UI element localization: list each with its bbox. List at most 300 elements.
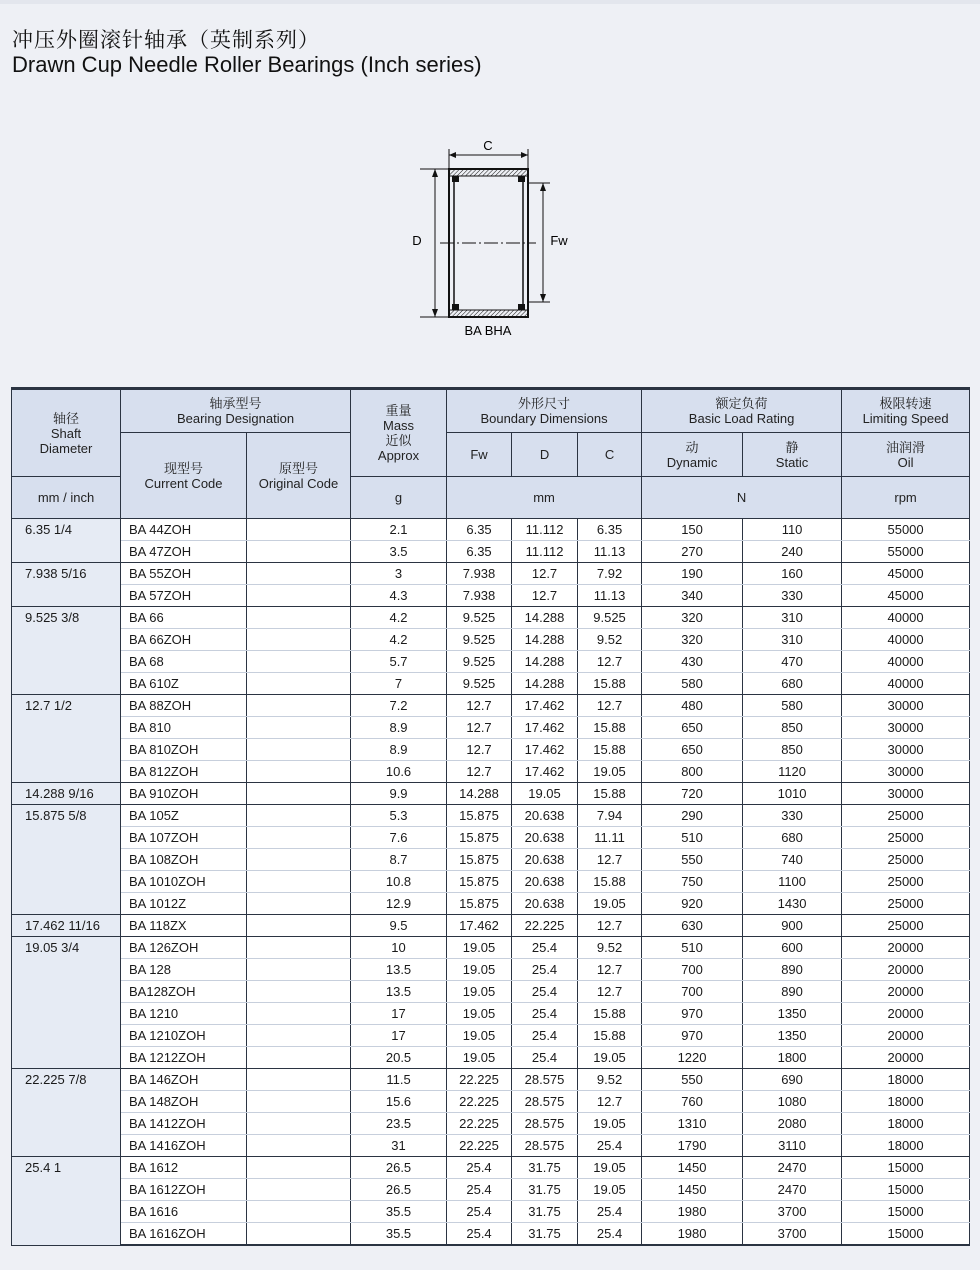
cell-dynamic: 1450 <box>642 1179 743 1201</box>
header-original-code <box>247 433 351 519</box>
cell-current-code: BA 107ZOH <box>121 827 247 849</box>
cell-fw: 22.225 <box>447 1091 512 1113</box>
header-dynamic-en: Dynamic <box>666 454 718 470</box>
unit-load: N <box>642 477 842 519</box>
cell-speed: 25000 <box>842 805 970 827</box>
cell-current-code: BA 1010ZOH <box>121 871 247 893</box>
header-shaft-en1: Shaft <box>50 425 82 441</box>
cell-current-code: BA 108ZOH <box>121 849 247 871</box>
cell-c: 15.88 <box>578 1025 642 1047</box>
cell-fw: 25.4 <box>447 1223 512 1246</box>
cell-shaft-diameter: 6.35 1/4 <box>12 519 121 563</box>
cell-d: 25.4 <box>512 937 578 959</box>
cell-original-code <box>247 981 351 1003</box>
table-row <box>12 739 970 761</box>
cell-speed: 20000 <box>842 1047 970 1069</box>
cell-speed: 55000 <box>842 541 970 563</box>
cell-d: 31.75 <box>512 1179 578 1201</box>
cell-d: 28.575 <box>512 1113 578 1135</box>
cell-speed: 25000 <box>842 915 970 937</box>
cell-original-code <box>247 563 351 585</box>
cell-dynamic: 270 <box>642 541 743 563</box>
cell-original-code <box>247 673 351 695</box>
cell-d: 25.4 <box>512 1025 578 1047</box>
table-row <box>12 717 970 739</box>
cell-c: 6.35 <box>578 519 642 541</box>
cell-c: 12.7 <box>578 849 642 871</box>
unit-shaft: mm / inch <box>12 477 121 519</box>
cell-fw: 7.938 <box>447 563 512 585</box>
cell-speed: 40000 <box>842 651 970 673</box>
header-boundary <box>447 389 642 433</box>
cell-current-code: BA 1612 <box>121 1157 247 1179</box>
cell-speed: 15000 <box>842 1223 970 1246</box>
cell-dynamic: 580 <box>642 673 743 695</box>
cell-current-code: BA 1210ZOH <box>121 1025 247 1047</box>
header-original-en: Original Code <box>258 475 339 491</box>
cell-c: 9.52 <box>578 629 642 651</box>
cell-c: 19.05 <box>578 1157 642 1179</box>
cell-c: 9.52 <box>578 937 642 959</box>
cell-dynamic: 630 <box>642 915 743 937</box>
cell-original-code <box>247 1113 351 1135</box>
cell-mass: 8.9 <box>351 717 447 739</box>
cell-d: 20.638 <box>512 849 578 871</box>
cell-current-code: BA 88ZOH <box>121 695 247 717</box>
unit-mass: g <box>351 477 447 519</box>
cell-original-code <box>247 739 351 761</box>
cell-original-code <box>247 1201 351 1223</box>
cell-fw: 22.225 <box>447 1135 512 1157</box>
unit-boundary: mm <box>447 477 642 519</box>
cell-fw: 15.875 <box>447 849 512 871</box>
cell-speed: 40000 <box>842 607 970 629</box>
cell-mass: 9.5 <box>351 915 447 937</box>
cell-c: 11.11 <box>578 827 642 849</box>
cell-fw: 19.05 <box>447 937 512 959</box>
cell-original-code <box>247 761 351 783</box>
cell-c: 19.05 <box>578 761 642 783</box>
header-c: C <box>578 433 642 477</box>
cell-d: 25.4 <box>512 1003 578 1025</box>
cell-d: 31.75 <box>512 1157 578 1179</box>
cell-c: 9.52 <box>578 1069 642 1091</box>
header-current-cn: 现型号 <box>163 460 203 476</box>
cell-static: 680 <box>743 827 842 849</box>
cell-current-code: BA 57ZOH <box>121 585 247 607</box>
bearing-spec-table <box>11 387 970 1246</box>
cell-dynamic: 650 <box>642 717 743 739</box>
cell-speed: 30000 <box>842 761 970 783</box>
cell-fw: 15.875 <box>447 893 512 915</box>
cell-dynamic: 970 <box>642 1003 743 1025</box>
table-row <box>12 783 970 805</box>
cell-d: 11.112 <box>512 519 578 541</box>
cell-static: 310 <box>743 607 842 629</box>
header-fw: Fw <box>447 433 512 477</box>
cell-dynamic: 480 <box>642 695 743 717</box>
cell-shaft-diameter: 19.05 3/4 <box>12 937 121 1069</box>
cell-d: 17.462 <box>512 739 578 761</box>
cell-static: 680 <box>743 673 842 695</box>
table-row <box>12 695 970 717</box>
header-oil <box>842 433 970 477</box>
cell-mass: 4.2 <box>351 607 447 629</box>
cell-d: 12.7 <box>512 563 578 585</box>
header-d: D <box>512 433 578 477</box>
cell-static: 2080 <box>743 1113 842 1135</box>
cell-original-code <box>247 717 351 739</box>
cell-mass: 8.9 <box>351 739 447 761</box>
cell-mass: 5.3 <box>351 805 447 827</box>
cell-d: 14.288 <box>512 607 578 629</box>
cell-static: 900 <box>743 915 842 937</box>
cell-mass: 10 <box>351 937 447 959</box>
cell-current-code: BA 66ZOH <box>121 629 247 651</box>
cell-speed: 45000 <box>842 585 970 607</box>
cell-static: 3700 <box>743 1223 842 1246</box>
cell-dynamic: 190 <box>642 563 743 585</box>
cell-static: 850 <box>743 739 842 761</box>
cell-speed: 20000 <box>842 1003 970 1025</box>
cell-d: 28.575 <box>512 1135 578 1157</box>
cell-c: 19.05 <box>578 1047 642 1069</box>
cell-d: 28.575 <box>512 1069 578 1091</box>
cell-fw: 17.462 <box>447 915 512 937</box>
header-designation <box>121 389 351 433</box>
cell-c: 7.92 <box>578 563 642 585</box>
cell-mass: 12.9 <box>351 893 447 915</box>
cell-speed: 15000 <box>842 1157 970 1179</box>
cell-current-code: BA 1210 <box>121 1003 247 1025</box>
cell-fw: 15.875 <box>447 871 512 893</box>
cell-current-code: BA 1212ZOH <box>121 1047 247 1069</box>
cell-speed: 18000 <box>842 1091 970 1113</box>
cell-static: 3700 <box>743 1201 842 1223</box>
cell-shaft-diameter: 22.225 7/8 <box>12 1069 121 1157</box>
cell-original-code <box>247 783 351 805</box>
cell-dynamic: 430 <box>642 651 743 673</box>
table-row <box>12 585 970 607</box>
cell-fw: 6.35 <box>447 519 512 541</box>
cell-d: 25.4 <box>512 959 578 981</box>
cell-mass: 20.5 <box>351 1047 447 1069</box>
table-row <box>12 937 970 959</box>
cell-static: 890 <box>743 981 842 1003</box>
cell-d: 25.4 <box>512 1047 578 1069</box>
cell-speed: 25000 <box>842 827 970 849</box>
cell-current-code: BA 1616ZOH <box>121 1223 247 1246</box>
cell-d: 14.288 <box>512 673 578 695</box>
cell-mass: 13.5 <box>351 981 447 1003</box>
table-row <box>12 981 970 1003</box>
header-oil-en: Oil <box>897 454 914 470</box>
header-static-en: Static <box>775 454 809 470</box>
cell-dynamic: 290 <box>642 805 743 827</box>
cell-current-code: BA 810 <box>121 717 247 739</box>
cell-speed: 45000 <box>842 563 970 585</box>
unit-speed: rpm <box>842 477 970 519</box>
cell-d: 20.638 <box>512 871 578 893</box>
cell-speed: 20000 <box>842 981 970 1003</box>
header-boundary-cn: 外形尺寸 <box>518 396 571 411</box>
cell-current-code: BA 1012Z <box>121 893 247 915</box>
cell-mass: 26.5 <box>351 1157 447 1179</box>
cell-c: 12.7 <box>578 959 642 981</box>
cell-dynamic: 920 <box>642 893 743 915</box>
cell-fw: 12.7 <box>447 695 512 717</box>
bearing-diagram <box>400 135 580 345</box>
table-row <box>12 1201 970 1223</box>
cell-static: 3110 <box>743 1135 842 1157</box>
header-mass <box>351 389 447 477</box>
cell-c: 12.7 <box>578 915 642 937</box>
table-row <box>12 607 970 629</box>
table-row <box>12 1003 970 1025</box>
cell-original-code <box>247 651 351 673</box>
cell-fw: 15.875 <box>447 827 512 849</box>
cell-speed: 15000 <box>842 1179 970 1201</box>
cell-mass: 5.7 <box>351 651 447 673</box>
cell-fw: 25.4 <box>447 1179 512 1201</box>
cell-dynamic: 1450 <box>642 1157 743 1179</box>
cell-current-code: BA 66 <box>121 607 247 629</box>
table-row <box>12 673 970 695</box>
diagram-label-d: D <box>412 233 422 248</box>
header-shaft <box>12 389 121 477</box>
table-row <box>12 1223 970 1246</box>
cell-speed: 40000 <box>842 673 970 695</box>
cell-original-code <box>247 1135 351 1157</box>
cell-d: 25.4 <box>512 981 578 1003</box>
cell-dynamic: 760 <box>642 1091 743 1113</box>
cell-original-code <box>247 1047 351 1069</box>
header-shaft-cn: 轴径 <box>52 410 79 426</box>
cell-static: 1080 <box>743 1091 842 1113</box>
cell-d: 11.112 <box>512 541 578 563</box>
cell-original-code <box>247 1223 351 1246</box>
cell-speed: 30000 <box>842 783 970 805</box>
cell-fw: 19.05 <box>447 1025 512 1047</box>
header-shaft-en2: Diameter <box>39 440 93 456</box>
cell-d: 31.75 <box>512 1201 578 1223</box>
table-row <box>12 629 970 651</box>
cell-speed: 55000 <box>842 519 970 541</box>
cell-c: 19.05 <box>578 1113 642 1135</box>
cell-mass: 10.6 <box>351 761 447 783</box>
cell-original-code <box>247 629 351 651</box>
cell-fw: 9.525 <box>447 607 512 629</box>
table-row <box>12 1069 970 1091</box>
header-mass-cn2: 近似 <box>385 433 412 448</box>
cell-speed: 30000 <box>842 695 970 717</box>
table-row <box>12 761 970 783</box>
cell-original-code <box>247 607 351 629</box>
cell-mass: 35.5 <box>351 1223 447 1246</box>
cell-static: 1100 <box>743 871 842 893</box>
cell-static: 160 <box>743 563 842 585</box>
cell-c: 19.05 <box>578 893 642 915</box>
table-row <box>12 519 970 541</box>
cell-original-code <box>247 585 351 607</box>
cell-static: 580 <box>743 695 842 717</box>
cell-dynamic: 510 <box>642 937 743 959</box>
header-original-cn: 原型号 <box>279 460 319 476</box>
cell-original-code <box>247 849 351 871</box>
cell-c: 25.4 <box>578 1223 642 1246</box>
header-mass-en2: Approx <box>377 448 420 463</box>
header-dynamic-cn: 动 <box>685 439 699 455</box>
cell-mass: 4.3 <box>351 585 447 607</box>
table-row <box>12 959 970 981</box>
cell-dynamic: 1220 <box>642 1047 743 1069</box>
cell-current-code: BA 105Z <box>121 805 247 827</box>
cell-current-code: BA 1416ZOH <box>121 1135 247 1157</box>
table-row <box>12 1091 970 1113</box>
cell-static: 2470 <box>743 1157 842 1179</box>
cell-mass: 9.9 <box>351 783 447 805</box>
cell-c: 19.05 <box>578 1179 642 1201</box>
cell-static: 1350 <box>743 1003 842 1025</box>
table-row <box>12 1179 970 1201</box>
cell-d: 20.638 <box>512 893 578 915</box>
cell-mass: 7 <box>351 673 447 695</box>
cell-current-code: BA 146ZOH <box>121 1069 247 1091</box>
header-mass-en: Mass <box>382 418 415 433</box>
cell-static: 470 <box>743 651 842 673</box>
table-row <box>12 563 970 585</box>
cell-fw: 9.525 <box>447 651 512 673</box>
table-row <box>12 893 970 915</box>
cell-original-code <box>247 1157 351 1179</box>
cell-shaft-diameter: 7.938 5/16 <box>12 563 121 607</box>
cell-original-code <box>247 915 351 937</box>
cell-c: 12.7 <box>578 651 642 673</box>
cell-current-code: BA 68 <box>121 651 247 673</box>
cell-c: 15.88 <box>578 871 642 893</box>
cell-c: 15.88 <box>578 783 642 805</box>
cell-dynamic: 650 <box>642 739 743 761</box>
cell-original-code <box>247 519 351 541</box>
page-title-en: Drawn Cup Needle Roller Bearings (Inch series) <box>12 52 482 77</box>
cell-fw: 22.225 <box>447 1069 512 1091</box>
cell-dynamic: 340 <box>642 585 743 607</box>
header-oil-cn: 油润滑 <box>886 439 926 455</box>
cell-d: 14.288 <box>512 651 578 673</box>
cell-static: 740 <box>743 849 842 871</box>
cell-dynamic: 720 <box>642 783 743 805</box>
cell-c: 12.7 <box>578 1091 642 1113</box>
cell-mass: 31 <box>351 1135 447 1157</box>
cell-static: 1010 <box>743 783 842 805</box>
cell-mass: 35.5 <box>351 1201 447 1223</box>
cell-fw: 12.7 <box>447 717 512 739</box>
cell-fw: 19.05 <box>447 1003 512 1025</box>
cell-c: 15.88 <box>578 739 642 761</box>
cell-shaft-diameter: 15.875 5/8 <box>12 805 121 915</box>
cell-speed: 25000 <box>842 893 970 915</box>
cell-c: 25.4 <box>578 1135 642 1157</box>
cell-current-code: BA 55ZOH <box>121 563 247 585</box>
cell-dynamic: 150 <box>642 519 743 541</box>
header-load <box>642 389 842 433</box>
cell-d: 19.05 <box>512 783 578 805</box>
cell-current-code: BA 47ZOH <box>121 541 247 563</box>
cell-dynamic: 320 <box>642 629 743 651</box>
cell-shaft-diameter: 9.525 3/8 <box>12 607 121 695</box>
cell-fw: 7.938 <box>447 585 512 607</box>
cell-d: 31.75 <box>512 1223 578 1246</box>
header-static-cn: 静 <box>785 439 799 455</box>
cell-fw: 9.525 <box>447 673 512 695</box>
cell-speed: 20000 <box>842 959 970 981</box>
cell-shaft-diameter: 25.4 1 <box>12 1157 121 1246</box>
cell-speed: 25000 <box>842 849 970 871</box>
cell-d: 12.7 <box>512 585 578 607</box>
cell-speed: 15000 <box>842 1201 970 1223</box>
cell-static: 110 <box>743 519 842 541</box>
cell-shaft-diameter: 14.288 9/16 <box>12 783 121 805</box>
header-speed-en: Limiting Speed <box>862 411 949 426</box>
cell-shaft-diameter: 12.7 1/2 <box>12 695 121 783</box>
cell-current-code: BA 1412ZOH <box>121 1113 247 1135</box>
cell-mass: 4.2 <box>351 629 447 651</box>
cell-d: 17.462 <box>512 695 578 717</box>
cell-original-code <box>247 541 351 563</box>
header-designation-en: Bearing Designation <box>176 411 295 426</box>
cell-mass: 7.2 <box>351 695 447 717</box>
cell-d: 20.638 <box>512 827 578 849</box>
cell-fw: 19.05 <box>447 959 512 981</box>
table-row <box>12 1135 970 1157</box>
cell-c: 9.525 <box>578 607 642 629</box>
cell-c: 7.94 <box>578 805 642 827</box>
cell-static: 240 <box>743 541 842 563</box>
cell-current-code: BA128ZOH <box>121 981 247 1003</box>
cell-mass: 15.6 <box>351 1091 447 1113</box>
cell-static: 2470 <box>743 1179 842 1201</box>
cell-original-code <box>247 1069 351 1091</box>
cell-static: 1430 <box>743 893 842 915</box>
cell-fw: 22.225 <box>447 1113 512 1135</box>
cell-d: 28.575 <box>512 1091 578 1113</box>
cell-current-code: BA 44ZOH <box>121 519 247 541</box>
table-row <box>12 1113 970 1135</box>
cell-mass: 11.5 <box>351 1069 447 1091</box>
cell-original-code <box>247 1025 351 1047</box>
cell-speed: 30000 <box>842 739 970 761</box>
cell-static: 330 <box>743 805 842 827</box>
cell-c: 15.88 <box>578 717 642 739</box>
table-row <box>12 871 970 893</box>
cell-c: 12.7 <box>578 695 642 717</box>
diagram-label-fw: Fw <box>550 233 568 248</box>
page-title-cn: 冲压外圈滚针轴承（英制系列） <box>12 29 320 52</box>
cell-c: 25.4 <box>578 1201 642 1223</box>
header-boundary-en: Boundary Dimensions <box>480 411 608 426</box>
cell-speed: 20000 <box>842 1025 970 1047</box>
spec-table-body <box>12 519 970 1246</box>
cell-original-code <box>247 1091 351 1113</box>
cell-original-code <box>247 827 351 849</box>
header-load-cn: 额定负荷 <box>715 396 768 411</box>
cell-dynamic: 700 <box>642 959 743 981</box>
table-row <box>12 1047 970 1069</box>
cell-dynamic: 800 <box>642 761 743 783</box>
cell-static: 330 <box>743 585 842 607</box>
cell-static: 310 <box>743 629 842 651</box>
cell-d: 17.462 <box>512 717 578 739</box>
